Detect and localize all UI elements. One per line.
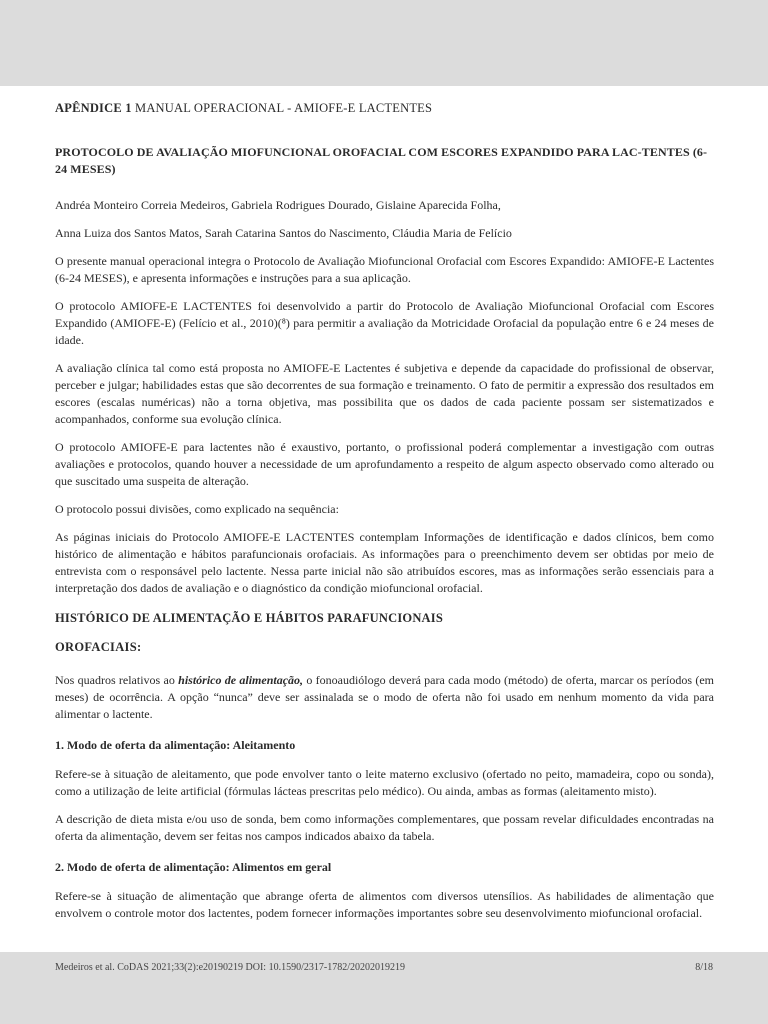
subsection-title-1: 1. Modo de oferta da alimentação: Aleitamento <box>55 738 296 752</box>
subsection-2-paragraph-1: Refere-se à situação de alimentação que abrange oferta de alimentos com diversos utensílios. As habilidades de alimentação que envolvem o controle motor dos lactentes, podem fornecer informações importantes sobre seu desenvolvimento miofuncional orofacial. <box>55 889 714 920</box>
section-title-line-1: HISTÓRICO DE ALIMENTAÇÃO E HÁBITOS PARAFUNCIONAIS <box>55 611 443 625</box>
footer-citation: Medeiros et al. CoDAS 2021;33(2):e20190219 DOI: 10.1590/2317-1782/20202019219 <box>55 962 405 973</box>
paragraph-origin: O protocolo AMIOFE-E LACTENTES foi desenvolvido a partir do Protocolo de Avaliação Miofuncional Orofacial com Escores Expandido (AMIOFE-E) (Felício et al., 2010)(⁸) para permitir a avaliação da Motricidade Orofacial da população entre 6 e 24 meses de idade. <box>55 299 714 347</box>
page-number: 8/18 <box>695 962 713 973</box>
subsection-title-2: 2. Modo de oferta de alimentação: Alimentos em geral <box>55 860 332 874</box>
authors-line-2: Anna Luiza dos Santos Matos, Sarah Catarina Santos do Nascimento, Cláudia Maria de Felício <box>55 226 512 240</box>
paragraph-intro: O presente manual operacional integra o Protocolo de Avaliação Miofuncional Orofacial com Escores Expandido: AMIOFE-E Lactentes (6-24 MESES), e apresenta informações e instruções para a sua aplicação. <box>55 254 714 285</box>
intro-emphasis: histórico de alimentação, <box>178 673 304 687</box>
paragraph-divisions: O protocolo possui divisões, como explicado na sequência: <box>55 502 339 516</box>
appendix-title: MANUAL OPERACIONAL - AMIOFE-E LACTENTES <box>135 101 433 115</box>
authors-line-1: Andréa Monteiro Correia Medeiros, Gabriela Rodrigues Dourado, Gislaine Aparecida Folha, <box>55 198 501 212</box>
subsection-1-paragraph-1: Refere-se à situação de aleitamento, que pode envolver tanto o leite materno exclusivo (ofertado no peito, mamadeira, copo ou sonda), como a utilização de leite artificial (fórmulas lácteas prescritas pelo médico). Ou ainda, ambas as formas (aleitamento misto). <box>55 767 714 798</box>
paragraph-clinical: A avaliação clínica tal como está proposta no AMIOFE-E Lactentes é subjetiva e depende da capacidade do profissional de observar, perceber e julgar; habilidades estas que são decorrentes de sua formação e treinamento. O fato de permitir a expressão dos resultados em escores (escalas numéricas) não a torna objetiva, mas possibilita que os dados de cada paciente possam ser sistematizados e acompanhados, conforme sua evolução clínica. <box>55 361 714 426</box>
header-band <box>0 0 768 86</box>
page-content <box>55 100 714 933</box>
paragraph-feeding-history <box>55 672 714 723</box>
paragraph-not-exhaustive: O protocolo AMIOFE-E para lactentes não é exaustivo, portanto, o profissional poderá complementar a investigação com outras avaliações e protocolos, quando houver a necessidade de um aprofundamento a respeito de algum aspecto observado como alterado ou que suscitado uma suspeita de alteração. <box>55 440 714 488</box>
paragraph-initial-pages: As páginas iniciais do Protocolo AMIOFE-E LACTENTES contemplam Informações de identificação e dados clínicos, bem como histórico de alimentação e hábitos parafuncionais orofaciais. As informações para o preenchimento devem ser obtidas por meio de entrevista com o responsável pelo lactente. Nessa parte inicial não são atribuídos escores, mas as informações serão essenciais para a interpretação dos dados de avaliação e o diagnóstico da condição miofuncional orofacial. <box>55 530 714 595</box>
subsection-1-paragraph-2: A descrição de dieta mista e/ou uso de sonda, bem como informações complementares, que possam revelar dificuldades encontradas na oferta da alimentação, devem ser feitas nos campos indicados abaixo da tabela. <box>55 812 714 843</box>
intro-after: o fonoaudiólogo deverá para cada modo (método) de oferta, marcar os períodos (em meses) de ocorrência. A opção “nunca” deve ser assinalada se o modo de oferta não foi usado em nenhum momento da vida para alimentar o lactente. <box>55 673 714 721</box>
protocol-title: PROTOCOLO DE AVALIAÇÃO MIOFUNCIONAL OROFACIAL COM ESCORES EXPANDIDO PARA LAC-TENTES (6-24 MESES) <box>55 145 708 176</box>
appendix-label: APÊNDICE 1 <box>55 101 132 115</box>
intro-before: Nos quadros relativos ao <box>55 673 179 687</box>
appendix-heading <box>55 100 714 117</box>
section-title-line-2: OROFACIAIS: <box>55 640 142 654</box>
